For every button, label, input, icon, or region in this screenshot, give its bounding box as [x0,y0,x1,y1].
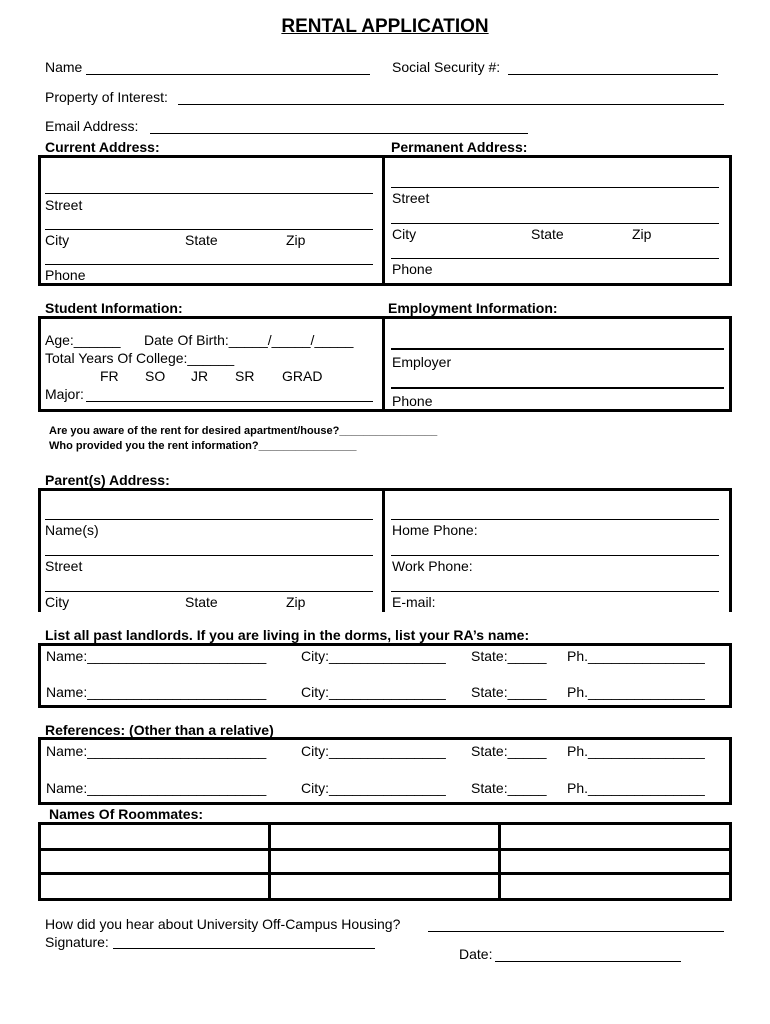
address-box [38,155,732,286]
permanent-street-label: Street [392,190,430,206]
property-label: Property of Interest: [45,89,168,105]
signature-label: Signature: [45,934,109,950]
parents-address-header: Parent(s) Address: [45,472,170,488]
roommate-cell[interactable] [271,825,498,848]
permanent-phone-label: Phone [392,261,433,277]
roommate-cell[interactable] [41,825,268,848]
hear-about-label: How did you hear about University Off-Campus Housing? [45,916,401,932]
age-field[interactable]: Age:______ [45,332,121,348]
parents-zip-label: Zip [286,594,306,610]
roommate-cell[interactable] [41,875,268,898]
parents-divider [382,488,385,612]
employment-phone-label: Phone [392,393,433,409]
parents-city-field[interactable] [45,591,373,592]
reference-1-city[interactable]: City:_______________ [301,743,446,759]
level-sr[interactable]: SR [235,368,255,384]
current-phone-label: Phone [45,267,86,283]
reference-1-name[interactable]: Name:_______________________ [46,743,267,759]
employer-field[interactable] [391,348,724,350]
rent-source-question[interactable]: Who provided you the rent information?________________ [49,440,357,452]
reference-1-state[interactable]: State:_____ [471,743,547,759]
parents-street-field[interactable] [45,555,373,556]
name-label: Name [45,59,83,75]
home-phone-field[interactable] [391,555,719,556]
landlord-2-city[interactable]: City:_______________ [301,684,446,700]
current-street-label: Street [45,197,83,213]
permanent-state-label: State [531,226,564,242]
parents-line-right-1[interactable] [391,519,719,520]
roommates-header: Names Of Roommates: [49,806,204,822]
roommate-cell[interactable] [271,851,498,872]
level-grad[interactable]: GRAD [282,368,323,384]
student-employment-divider [382,316,385,412]
roommate-cell[interactable] [501,875,729,898]
level-so[interactable]: SO [145,368,166,384]
work-phone-label: Work Phone: [392,558,473,574]
home-phone-label: Home Phone: [392,522,478,538]
email-label: Email Address: [45,118,139,134]
name-field[interactable] [86,74,370,75]
roommate-cell[interactable] [41,851,268,872]
level-jr[interactable]: JR [191,368,209,384]
address-divider [382,155,385,286]
landlord-1-city[interactable]: City:_______________ [301,648,446,664]
roommate-cell[interactable] [271,875,498,898]
permanent-address-header: Permanent Address: [391,139,528,155]
current-city-label: City [45,232,70,248]
student-info-header: Student Information: [45,300,183,316]
reference-2-phone[interactable]: Ph._______________ [567,780,705,796]
permanent-zip-label: Zip [632,226,652,242]
current-zip-label: Zip [286,232,306,248]
landlord-1-name[interactable]: Name:_______________________ [46,648,267,664]
reference-2-state[interactable]: State:_____ [471,780,547,796]
current-city-field[interactable] [45,264,373,265]
reference-2-name[interactable]: Name:_______________________ [46,780,267,796]
date-field[interactable] [495,961,681,962]
major-label: Major: [45,386,84,402]
parents-street-label: Street [45,558,83,574]
references-header: References: (Other than a relative) [45,722,274,738]
employment-info-header: Employment Information: [388,300,558,316]
current-line-1[interactable] [45,193,373,194]
parents-names-label: Name(s) [45,522,99,538]
parents-box [38,488,732,612]
employment-phone-field[interactable] [391,387,724,389]
landlord-2-name[interactable]: Name:_______________________ [46,684,267,700]
landlord-2-phone[interactable]: Ph._______________ [567,684,705,700]
current-address-header: Current Address: [45,139,160,155]
level-fr[interactable]: FR [100,368,119,384]
major-field[interactable] [86,401,373,402]
rent-awareness-question[interactable]: Are you aware of the rent for desired apartment/house?________________ [49,425,438,437]
date-label: Date: [459,946,493,962]
signature-field[interactable] [113,948,375,949]
ssn-label: Social Security #: [392,59,501,75]
property-field[interactable] [178,104,724,105]
email-field[interactable] [150,133,528,134]
ssn-field[interactable] [508,74,718,75]
roommate-cell[interactable] [501,851,729,872]
landlord-2-state[interactable]: State:_____ [471,684,547,700]
parents-state-label: State [185,594,218,610]
reference-2-city[interactable]: City:_______________ [301,780,446,796]
reference-1-phone[interactable]: Ph._______________ [567,743,705,759]
permanent-line-1[interactable] [391,187,719,188]
college-years-field[interactable]: Total Years Of College:______ [45,350,235,366]
work-phone-field[interactable] [391,591,719,592]
current-state-label: State [185,232,218,248]
parents-email-label: E-mail: [392,594,436,610]
permanent-city-field[interactable] [391,258,719,259]
roommate-cell[interactable] [501,825,729,848]
landlords-header: List all past landlords. If you are living in the dorms, list your RA’s name: [45,627,530,643]
current-street-field[interactable] [45,229,373,230]
landlord-1-state[interactable]: State:_____ [471,648,547,664]
permanent-street-field[interactable] [391,223,719,224]
page-title: RENTAL APPLICATION [281,16,489,37]
parents-name-field[interactable] [45,519,373,520]
landlord-1-phone[interactable]: Ph._______________ [567,648,705,664]
permanent-city-label: City [392,226,417,242]
hear-about-field[interactable] [428,931,724,932]
parents-city-label: City [45,594,70,610]
employer-label: Employer [392,354,452,370]
dob-field[interactable]: Date Of Birth:_____/_____/_____ [144,332,354,348]
